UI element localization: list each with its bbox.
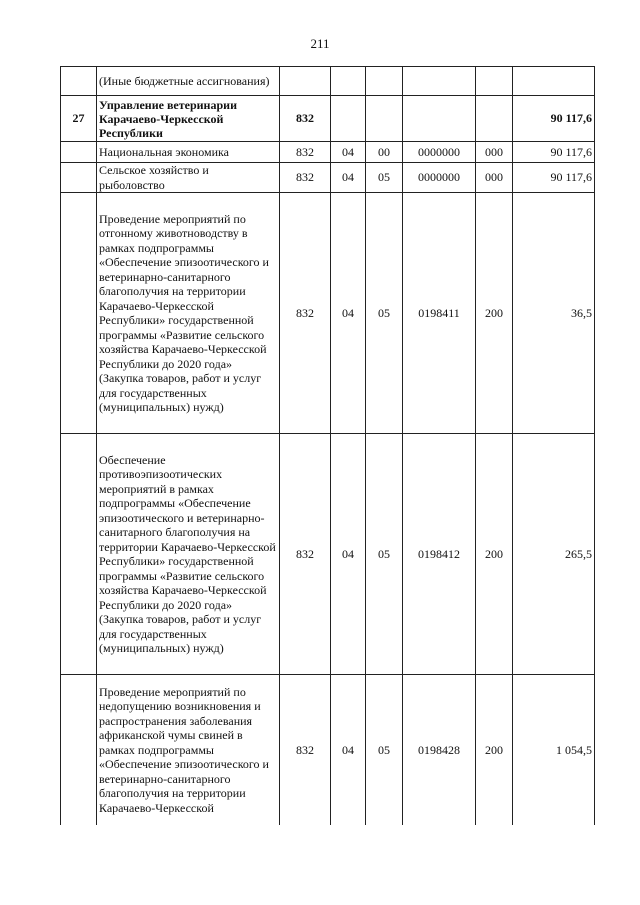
ministry-code: 832 bbox=[280, 675, 331, 825]
row-sum: 1 054,5 bbox=[513, 675, 595, 825]
row-number bbox=[61, 434, 97, 675]
subsection-code: 00 bbox=[366, 142, 403, 163]
row-name: Обеспечение противоэпизоотических мероприятий в рамках подпрограммы «Обеспечение эпизоотического и ветеринарно-санитарного благополучия на территории Карачаево-Черкесской Республики» государственной программы «Развитие сельского хозяйства Карачаево-Черкесской Республики до 2020 года» (Закупка товаров, работ и услуг для государственных (муниципальных) нужд) bbox=[97, 434, 280, 675]
expense-type-code: 200 bbox=[476, 675, 513, 825]
row-number bbox=[61, 163, 97, 193]
subsection-code: 05 bbox=[366, 434, 403, 675]
page-number: 211 bbox=[310, 36, 330, 51]
row-name: Проведение мероприятий по недопущению возникновения и распространения заболевания африканской чумы свиней в рамках подпрограммы «Обеспечение эпизоотического и ветеринарно-санитарного благополучия на территории Карачаево-Черкесской bbox=[97, 675, 280, 825]
target-code: 0000000 bbox=[403, 142, 476, 163]
section-code: 04 bbox=[331, 434, 366, 675]
target-code bbox=[403, 96, 476, 142]
table-row bbox=[61, 96, 595, 142]
expense-type-code bbox=[476, 96, 513, 142]
row-name: (Иные бюджетные ассигнования) bbox=[97, 67, 280, 96]
section-code: 04 bbox=[331, 142, 366, 163]
row-name: Национальная экономика bbox=[97, 142, 280, 163]
target-code: 0000000 bbox=[403, 163, 476, 193]
ministry-code: 832 bbox=[280, 96, 331, 142]
subsection-code bbox=[366, 96, 403, 142]
expense-type-code: 200 bbox=[476, 434, 513, 675]
expense-type-code: 200 bbox=[476, 193, 513, 434]
expense-type-code: 000 bbox=[476, 163, 513, 193]
row-sum: 36,5 bbox=[513, 193, 595, 434]
ministry-code: 832 bbox=[280, 193, 331, 434]
target-code: 0198411 bbox=[403, 193, 476, 434]
row-number bbox=[61, 675, 97, 825]
row-sum bbox=[513, 67, 595, 96]
expense-type-code bbox=[476, 67, 513, 96]
row-number bbox=[61, 142, 97, 163]
table-row bbox=[61, 434, 595, 675]
section-code: 04 bbox=[331, 193, 366, 434]
table-row bbox=[61, 67, 595, 96]
subsection-code: 05 bbox=[366, 163, 403, 193]
table-row bbox=[61, 163, 595, 193]
section-code: 04 bbox=[331, 163, 366, 193]
row-number bbox=[61, 67, 97, 96]
subsection-code: 05 bbox=[366, 193, 403, 434]
row-sum: 265,5 bbox=[513, 434, 595, 675]
target-code bbox=[403, 67, 476, 96]
target-code: 0198428 bbox=[403, 675, 476, 825]
table-row bbox=[61, 193, 595, 434]
ministry-code: 832 bbox=[280, 434, 331, 675]
row-name: Сельское хозяйство и рыболовство bbox=[97, 163, 280, 193]
row-name: Управление ветеринарии Карачаево-Черкесской Республики bbox=[97, 96, 280, 142]
row-sum: 90 117,6 bbox=[513, 163, 595, 193]
subsection-code bbox=[366, 67, 403, 96]
budget-table bbox=[60, 66, 595, 825]
subsection-code: 05 bbox=[366, 675, 403, 825]
row-number: 27 bbox=[61, 96, 97, 142]
target-code: 0198412 bbox=[403, 434, 476, 675]
table-row bbox=[61, 142, 595, 163]
row-sum: 90 117,6 bbox=[513, 96, 595, 142]
row-name: Проведение мероприятий по отгонному животноводству в рамках подпрограммы «Обеспечение эпизоотического и ветеринарно-санитарного благополучия на территории Карачаево-Черкесской Республики» государственной программы «Развитие сельского хозяйства Карачаево-Черкесской Республики до 2020 года» (Закупка товаров, работ и услуг для государственных (муниципальных) нужд) bbox=[97, 193, 280, 434]
section-code bbox=[331, 96, 366, 142]
ministry-code: 832 bbox=[280, 142, 331, 163]
section-code: 04 bbox=[331, 675, 366, 825]
ministry-code bbox=[280, 67, 331, 96]
section-code bbox=[331, 67, 366, 96]
table-row bbox=[61, 675, 595, 825]
ministry-code: 832 bbox=[280, 163, 331, 193]
row-number bbox=[61, 193, 97, 434]
row-sum: 90 117,6 bbox=[513, 142, 595, 163]
expense-type-code: 000 bbox=[476, 142, 513, 163]
